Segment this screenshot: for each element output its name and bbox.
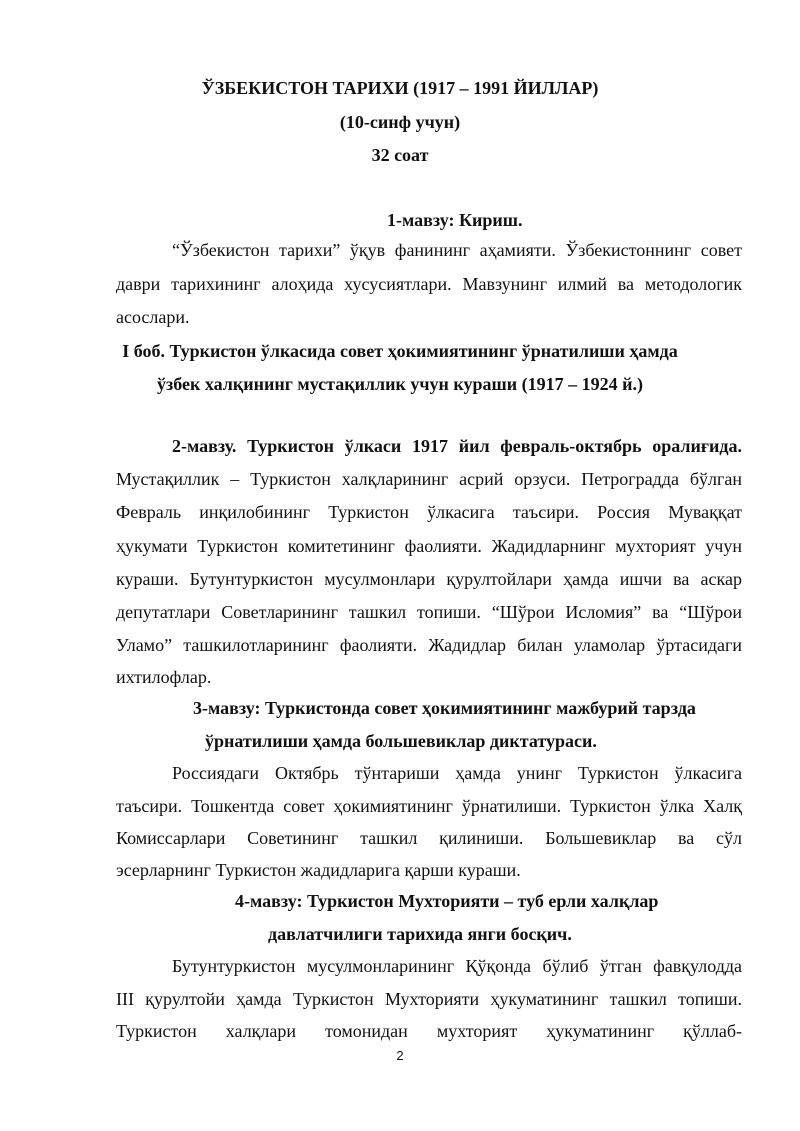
topic4-line: Туркистон халқлари томонидан мухторият ҳукуматининг қўллаб- [116, 1021, 742, 1041]
topic3-line: эсерларнинг Туркистон жадидларига қарши кураши. [116, 860, 521, 880]
topic4-heading: 4-мавзу: Туркистон Мухторияти – туб ерли халқлар [235, 891, 659, 911]
topic3-line: Комиссарлари Советининг ташкил қилиниши. Большевиклар ва сўл [116, 828, 742, 848]
topic3-heading: ўрнатилиши ҳамда большевиклар диктатураси. [205, 731, 597, 751]
topic2-line: Уламо” ташкилотларининг фаолияти. Жадидлар билан уламолар ўртасидаги [116, 635, 742, 655]
topic1-line: даври тарихининг алоҳида хусусиятлари. Мавзунинг илмий ва методологик [116, 274, 742, 294]
topic2-line: Февраль инқилобининг Туркистон ўлкасига таъсири. Россия Муваққат [116, 502, 742, 522]
topic4-line: Бутунтуркистон мусулмонларининг Қўқонда бўлиб ўтган фавқулодда [172, 956, 742, 976]
topic3-line: таъсири. Тошкентда совет ҳокимиятининг ўрнатилиши. Туркистон ўлка Халқ [116, 796, 742, 816]
document-hours: 32 соат [371, 145, 429, 165]
document-grade: (10-синф учун) [339, 112, 461, 132]
chapter1-title: ўзбек халқининг мустақиллик учун кураши (1917 – 1924 й.) [157, 374, 643, 394]
topic2-line: депутатлари Советларининг ташкил топиши. “Шўрои Исломия” ва “Шўрои [116, 602, 742, 622]
topic1-line: асослари. [116, 307, 190, 327]
topic4-heading: давлатчилиги тарихида янги босқич. [268, 924, 572, 944]
topic2-line: Мустақиллик – Туркистон халқларининг асрий орзуси. Петроградда бўлган [116, 469, 742, 489]
topic2-line: ихтилофлар. [116, 667, 212, 687]
topic3-heading: 3-мавзу: Туркистонда совет ҳокимиятининг мажбурий тарзда [193, 698, 696, 718]
topic2-line: ҳукумати Туркистон комитетининг фаолияти. Жадидларнинг мухторият учун [116, 536, 742, 556]
topic3-line: Россиядаги Октябрь тўнтариши ҳамда унинг Туркистон ўлкасига [172, 763, 742, 783]
topic2-heading: 2-мавзу. Туркистон ўлкаси 1917 йил февраль-октябрь оралиғида. [172, 436, 742, 456]
document-title: ЎЗБЕКИСТОН ТАРИХИ (1917 – 1991 ЙИЛЛАР) [201, 78, 599, 98]
chapter1-title: I боб. Туркистон ўлкасида совет ҳокимиятининг ўрнатилиши ҳамда [122, 341, 678, 361]
page-number: 2 [396, 1048, 404, 1063]
topic2-line: кураши. Бутунтуркистон мусулмонлари қурултойлари ҳамда ишчи ва аскар [116, 569, 742, 589]
topic4-line: III қурултойи ҳамда Туркистон Мухторияти ҳукуматининг ташкил топиши. [116, 989, 742, 1009]
topic1-heading: 1-мавзу: Кириш. [387, 210, 523, 230]
topic1-line: “Ўзбекистон тарихи” ўқув фанининг аҳамияти. Ўзбекистоннинг совет [172, 240, 742, 260]
